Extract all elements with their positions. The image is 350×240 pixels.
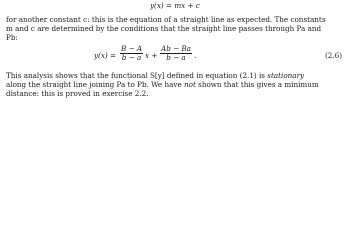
paragraph-1-line-1: for another constant c: this is the equation of a straight line as expected. The constants bbox=[6, 15, 326, 24]
fraction-slope-numerator: B − A bbox=[121, 44, 143, 53]
fraction-intercept-numerator: Ab − Ba bbox=[161, 44, 191, 53]
equation-number: (2.6) bbox=[324, 51, 342, 60]
equation-period: . bbox=[194, 51, 197, 60]
paragraph-2-line-2-text-b: shown that this gives a minimum bbox=[195, 80, 319, 89]
emphasis-not: not bbox=[183, 80, 196, 89]
paragraph-1-line-2: m and c are determined by the conditions that the straight line passes through Pa and bbox=[6, 24, 322, 33]
equation-lhs: y(x) = bbox=[94, 51, 117, 60]
fraction-slope bbox=[120, 45, 143, 62]
fraction-slope-denominator: b − a bbox=[121, 53, 142, 62]
paragraph-2-line-2-text-a: along the straight line joining Pa to Pb. We have bbox=[6, 80, 184, 89]
paragraph-2-line-2 bbox=[6, 80, 319, 89]
paragraph-2-line-3: distance: this is proved in exercise 2.2. bbox=[6, 89, 149, 98]
fraction-intercept-denominator: b − a bbox=[166, 53, 186, 62]
document-page bbox=[0, 0, 350, 119]
emphasis-stationary: stationary bbox=[267, 71, 305, 80]
paragraph-2-line-1 bbox=[6, 71, 304, 80]
paragraph-2-line-1-text: This analysis shows that the functional S[y] defined in equation (2.1) is bbox=[6, 71, 268, 80]
paragraph-1-line-3: Pb: bbox=[6, 33, 18, 42]
fraction-intercept bbox=[160, 45, 192, 62]
equation-middle: x + bbox=[145, 51, 158, 60]
equation-straight-line: y(x) = mx + c bbox=[150, 1, 200, 10]
